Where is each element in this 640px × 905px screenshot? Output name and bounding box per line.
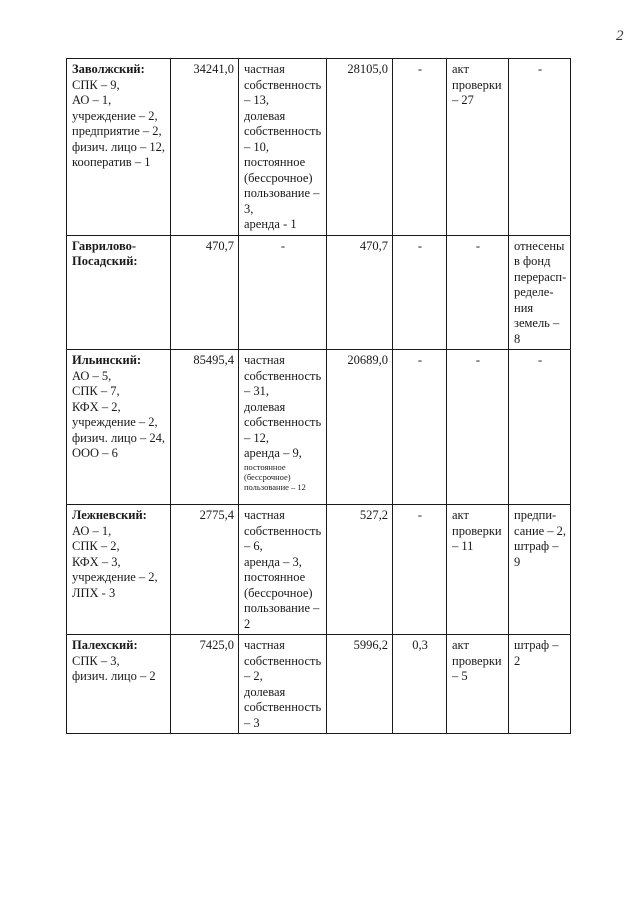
district-cell (67, 59, 171, 236)
table-row (67, 350, 571, 505)
table-body (67, 59, 571, 734)
measures-line: ния (514, 300, 534, 315)
ownership-line: 2 (244, 616, 251, 631)
ownership-line: собственность (244, 700, 322, 714)
ownership-line: долевая (244, 399, 286, 414)
entity-line: предприятие – 2, (72, 124, 162, 138)
district-cell (67, 235, 171, 350)
entity-line: учреждение – 2, (72, 570, 158, 584)
inspection-act-line: проверки (452, 523, 502, 538)
measures-line: перерасп- (514, 269, 567, 284)
measures-line: в фонд (514, 254, 551, 268)
violation-area-value: - (417, 62, 423, 76)
inspection-act-cell (447, 350, 509, 505)
area-value: 85495,4 (193, 353, 234, 367)
ownership-line: – 2, (244, 669, 263, 683)
ownership-line: собственность (244, 523, 322, 538)
checked-area-value: 5996,2 (353, 638, 388, 652)
ownership-line: пользование – (244, 186, 320, 200)
inspection-act-line: – 5 (452, 669, 468, 683)
ownership-small-line: пользование – 12 (244, 481, 306, 492)
ownership-line: собственность (244, 77, 322, 92)
violation-area-cell (393, 635, 447, 734)
ownership-cell (239, 505, 327, 635)
ownership-line: (бессрочное) (244, 585, 313, 600)
measures-cell (509, 635, 571, 734)
area-cell (171, 505, 239, 635)
checked-area-value: 20689,0 (347, 353, 388, 367)
ownership-line: 3, (244, 201, 254, 216)
ownership-line: – 13, (244, 93, 269, 107)
measures-line: штраф – 2 (514, 638, 559, 668)
area-cell (171, 350, 239, 505)
violation-area-value: 0,3 (412, 638, 428, 652)
measures-line: сание – 2, (514, 523, 567, 538)
ownership-line: постоянное (244, 570, 306, 584)
ownership-line: собственность (244, 124, 322, 138)
measures-line: 8 (514, 331, 521, 346)
ownership-line: аренда - 1 (244, 217, 297, 231)
table-row (67, 235, 571, 350)
ownership-cell (239, 350, 327, 505)
ownership-line: - (280, 238, 286, 253)
district-name: Палехский: (72, 638, 138, 652)
entity-line: физич. лицо – 24, (72, 430, 165, 445)
violation-area-cell (393, 350, 447, 505)
land-control-table (66, 58, 571, 734)
entity-line: ЛПХ - 3 (72, 585, 116, 600)
ownership-line: долевая (244, 684, 286, 699)
area-value: 7425,0 (199, 638, 234, 652)
district-cell (67, 350, 171, 505)
measures-cell (509, 235, 571, 350)
checked-area-value: 527,2 (359, 508, 388, 522)
district-name: Заволжский: (72, 62, 145, 76)
entity-line: СПК – 7, (72, 384, 120, 398)
ownership-line: частная (244, 638, 285, 652)
entity-line: КФХ – 3, (72, 554, 121, 569)
area-value: 34241,0 (193, 62, 234, 76)
ownership-line: – 31, (244, 384, 269, 398)
entity-line: СПК – 9, (72, 77, 120, 92)
entity-line: АО – 5, (72, 368, 112, 383)
ownership-line: пользование – (244, 601, 320, 615)
entity-line: кооператив – 1 (72, 155, 151, 169)
inspection-act-cell (447, 505, 509, 635)
inspection-act-cell (447, 235, 509, 350)
violation-area-value: - (417, 508, 423, 522)
ownership-line: постоянное (244, 155, 306, 169)
ownership-cell (239, 235, 327, 350)
entity-line: СПК – 3, (72, 653, 120, 668)
inspection-act-line: - (475, 238, 481, 253)
ownership-line: собственность (244, 653, 322, 668)
checked-area-cell (327, 235, 393, 350)
ownership-line: аренда – 3, (244, 554, 302, 569)
inspection-act-line: – 11 (452, 539, 474, 553)
entity-line: ООО – 6 (72, 446, 118, 460)
inspection-act-line: акт (452, 62, 469, 76)
area-value: 2775,4 (199, 508, 234, 522)
checked-area-cell (327, 505, 393, 635)
ownership-line: собственность (244, 368, 322, 383)
ownership-cell (239, 635, 327, 734)
table-row (67, 505, 571, 635)
measures-line: - (538, 353, 543, 367)
measures-line: отнесены (514, 238, 565, 253)
ownership-line: частная (244, 62, 285, 76)
area-cell (171, 59, 239, 236)
entity-line: КФХ – 2, (72, 399, 121, 414)
measures-cell (509, 350, 571, 505)
checked-area-value: 470,7 (359, 238, 388, 253)
inspection-act-cell (447, 59, 509, 236)
entity-line: учреждение – 2, (72, 108, 158, 123)
inspection-act-line: проверки (452, 77, 502, 92)
district-name: Ильинский: (72, 353, 142, 367)
ownership-line: – 3 (244, 715, 260, 730)
measures-line: штраф – 9 (514, 539, 559, 569)
ownership-line: частная (244, 353, 285, 367)
area-cell (171, 235, 239, 350)
district-cell (67, 635, 171, 734)
ownership-small-line: (бессрочное) (244, 471, 291, 482)
inspection-act-cell (447, 635, 509, 734)
violation-area-value: - (417, 353, 423, 367)
ownership-line: долевая (244, 108, 286, 123)
measures-cell (509, 505, 571, 635)
measures-cell (509, 59, 571, 236)
entity-line: учреждение – 2, (72, 415, 158, 429)
area-value: 470,7 (205, 238, 234, 253)
violation-area-cell (393, 235, 447, 350)
checked-area-cell (327, 635, 393, 734)
ownership-cell (239, 59, 327, 236)
violation-area-cell (393, 59, 447, 236)
entity-line: СПК – 2, (72, 539, 120, 553)
district-name: Лежневский: (72, 508, 147, 522)
ownership-line: собственность (244, 415, 322, 429)
violation-area-cell (393, 505, 447, 635)
ownership-line: аренда – 9, (244, 446, 302, 460)
violation-area-value: - (417, 238, 423, 253)
page-number: 2 (616, 28, 624, 44)
inspection-act-line: - (475, 353, 481, 367)
entity-line: физич. лицо – 12, (72, 139, 165, 154)
inspection-act-line: проверки (452, 653, 502, 668)
ownership-line: (бессрочное) (244, 170, 313, 185)
district-cell (67, 505, 171, 635)
measures-line: предпи- (514, 508, 557, 522)
entity-line: физич. лицо – 2 (72, 669, 156, 683)
area-cell (171, 635, 239, 734)
ownership-line: частная (244, 508, 285, 522)
measures-line: - (538, 62, 543, 76)
entity-line: АО – 1, (72, 93, 112, 107)
entity-line: АО – 1, (72, 523, 112, 538)
ownership-small-line: постоянное (244, 461, 286, 472)
table-row (67, 59, 571, 236)
inspection-act-line: – 27 (452, 93, 474, 107)
measures-line: земель – (514, 316, 560, 330)
inspection-act-line: акт (452, 638, 469, 652)
checked-area-cell (327, 350, 393, 505)
district-name: Гаврилово-Посадский: (72, 238, 138, 268)
ownership-line: – 6, (244, 539, 263, 553)
measures-line: ределе- (514, 285, 554, 299)
ownership-line: – 12, (244, 430, 269, 445)
checked-area-value: 28105,0 (347, 62, 388, 76)
ownership-line: – 10, (244, 139, 269, 154)
table-row (67, 635, 571, 734)
checked-area-cell (327, 59, 393, 236)
inspection-act-line: акт (452, 508, 469, 522)
